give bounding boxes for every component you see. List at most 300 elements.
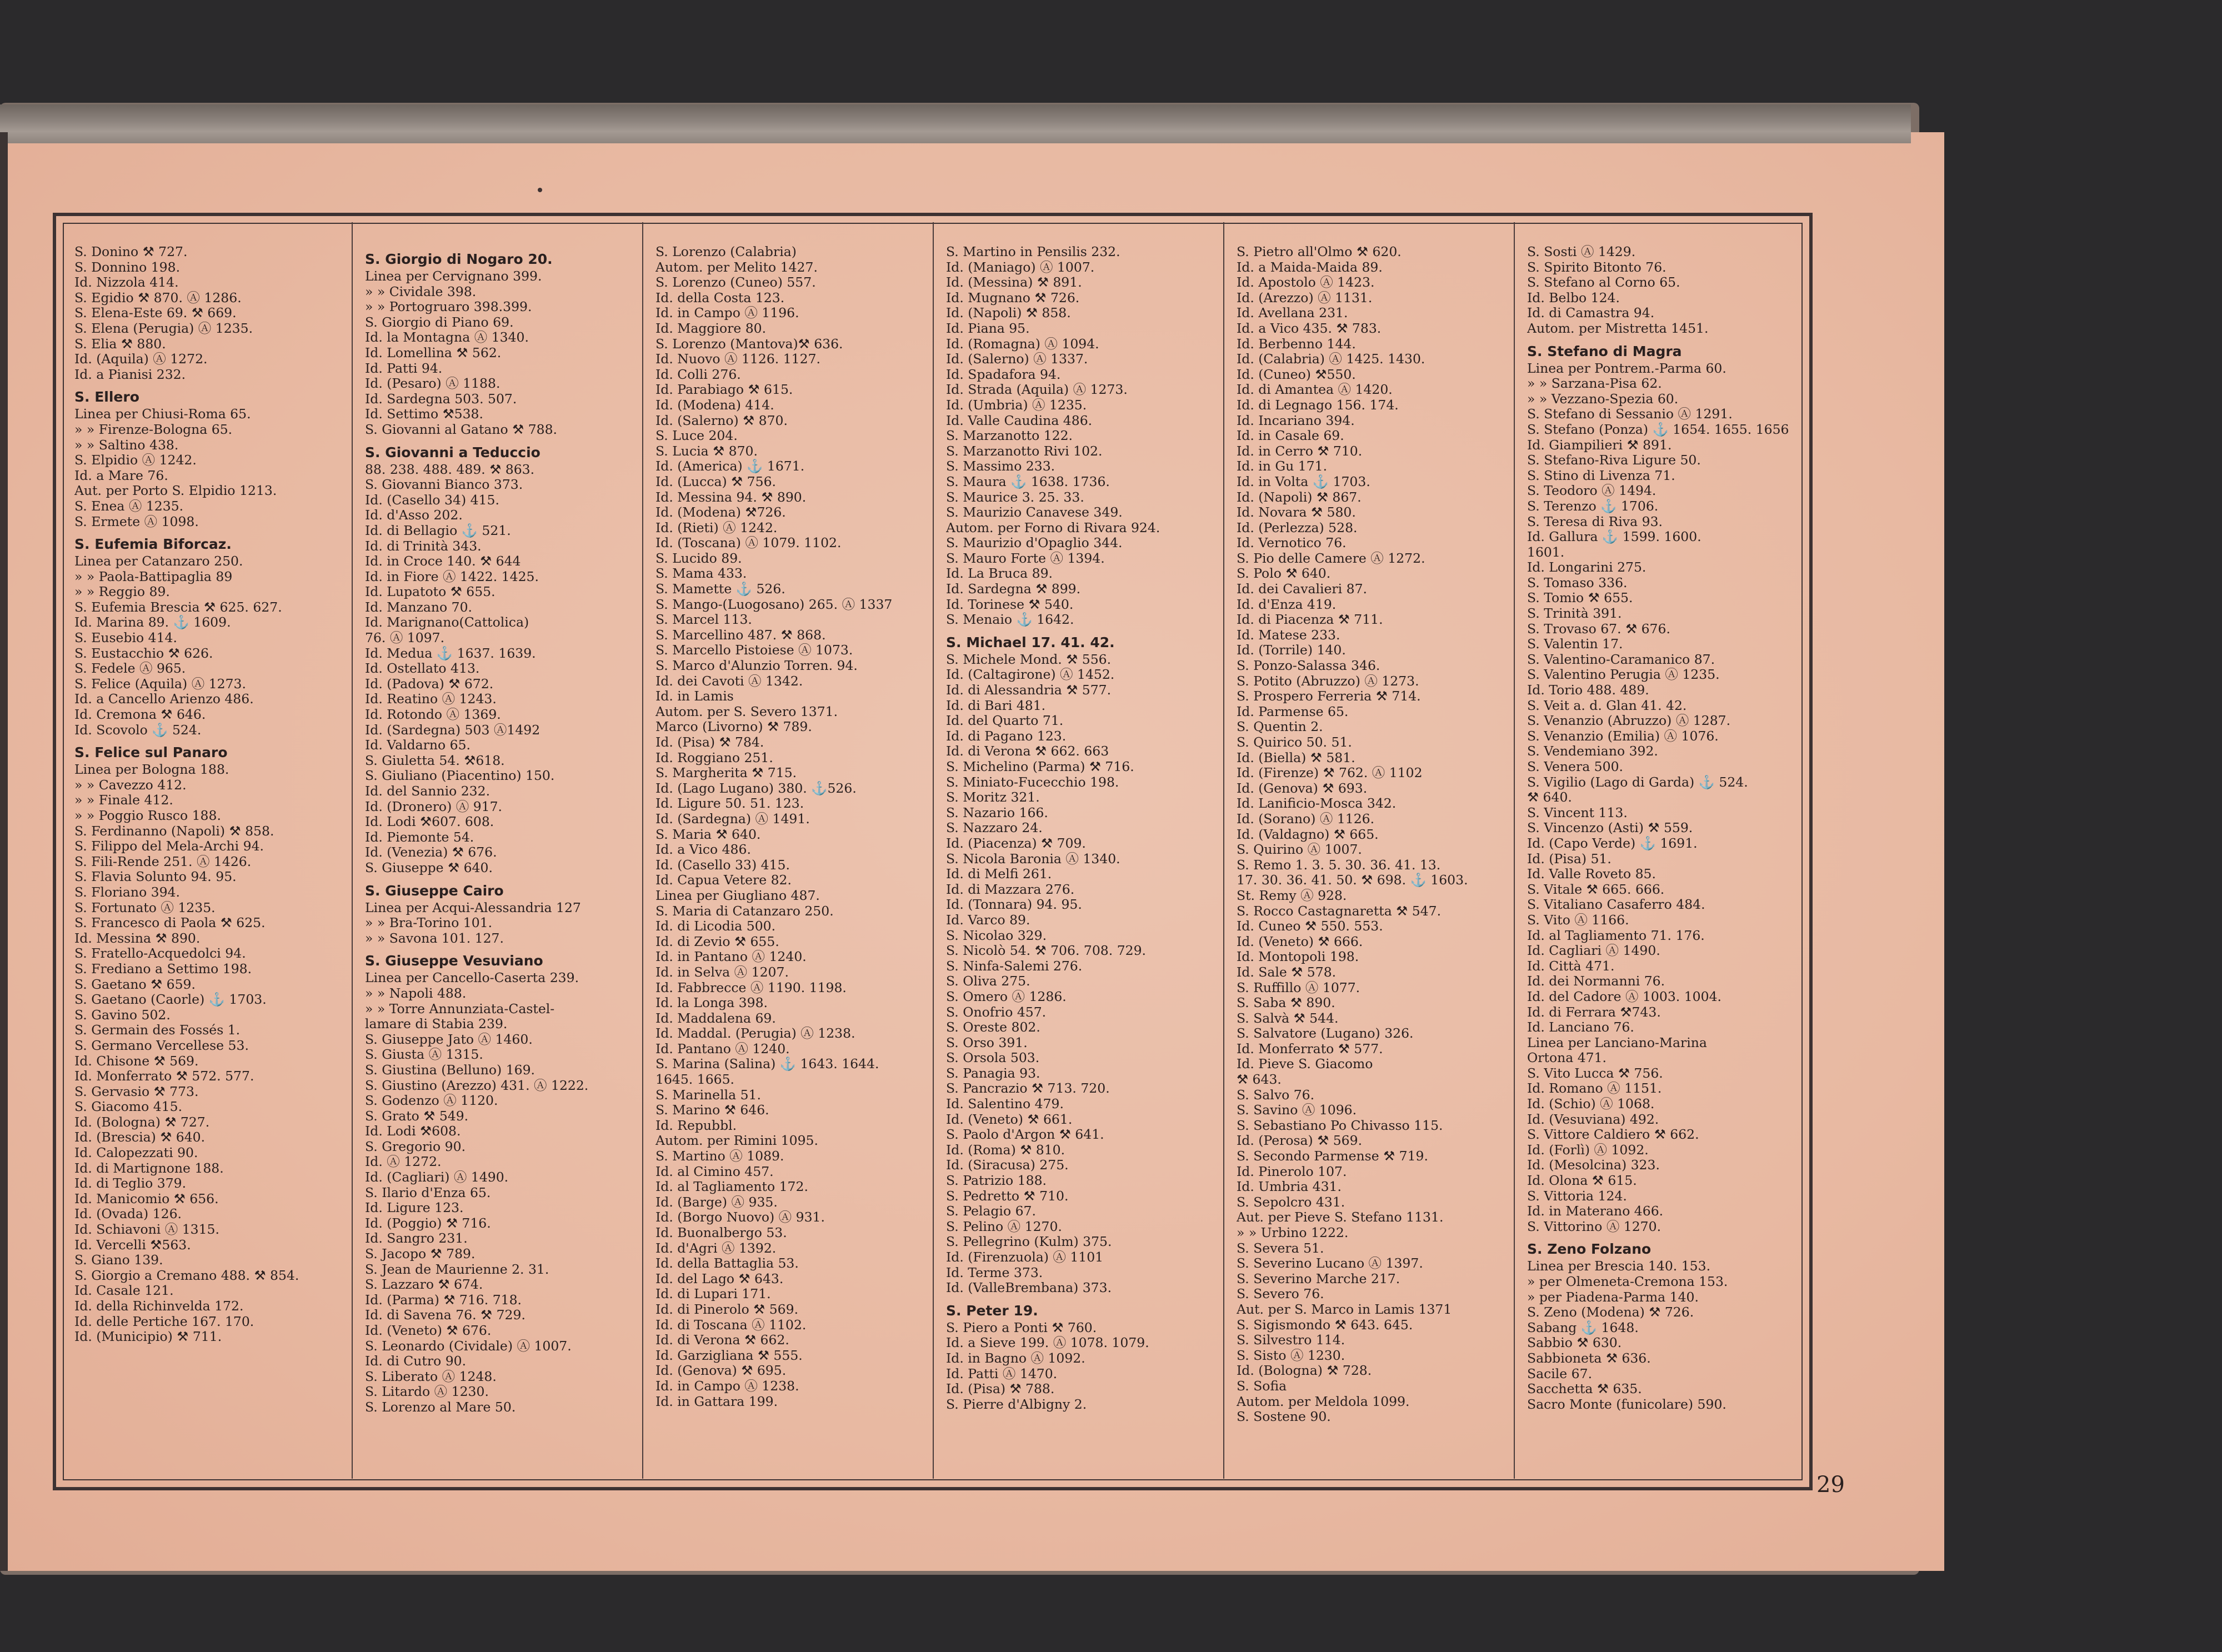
- index-entry: Id. del Quarto 71.: [946, 713, 1064, 729]
- index-entry: Id. Strada (Aquila) Ⓐ 1273.: [946, 382, 1128, 398]
- index-entry: Id. in Campo Ⓐ 1238.: [655, 1378, 799, 1394]
- index-entry: S. Giustino (Arezzo) 431. Ⓐ 1222.: [365, 1078, 589, 1093]
- index-entry: S. Jacopo ⚒ 789.: [365, 1246, 476, 1262]
- index-entry: S. Germano Vercellese 53.: [74, 1038, 249, 1053]
- index-entry: S. Liberato Ⓐ 1248.: [365, 1369, 497, 1384]
- index-entry: Linea per Lanciano-Marina: [1527, 1035, 1707, 1050]
- index-entry: Id. Cuneo ⚒ 550. 553.: [1237, 919, 1383, 934]
- index-entry: S. Lorenzo (Cuneo) 557.: [655, 275, 816, 291]
- index-entry: S. Massimo 233.: [946, 459, 1055, 474]
- index-entry: Id. Garzigliana ⚒ 555.: [655, 1348, 803, 1363]
- index-entry: Sabang ⚓ 1648.: [1527, 1320, 1639, 1335]
- index-entry: Id. di Zevio ⚒ 655.: [655, 934, 779, 949]
- index-entry: S. Secondo Parmense ⚒ 719.: [1237, 1149, 1428, 1164]
- index-entry: Id. di Legnago 156. 174.: [1237, 397, 1399, 413]
- index-entry: Id. Giampilieri ⚒ 891.: [1527, 437, 1672, 453]
- index-entry: S. Orsola 503.: [946, 1050, 1040, 1066]
- index-entry: 88. 238. 488. 489. ⚒ 863.: [365, 462, 535, 477]
- index-heading: S. Giorgio di Nogaro 20.: [365, 251, 553, 267]
- index-entry: 76. Ⓐ 1097.: [365, 630, 445, 646]
- index-entry: Id. Piemonte 54.: [365, 829, 474, 845]
- index-entry: S. Luce 204.: [655, 428, 738, 444]
- index-entry: Id. del Sannio 232.: [365, 784, 491, 799]
- index-entry: S. Stefano al Corno 65.: [1527, 275, 1680, 291]
- index-entry: Id. Colli 276.: [655, 367, 741, 382]
- index-entry: Autom. per Rimini 1095.: [655, 1133, 818, 1149]
- index-entry: Id. Reatino Ⓐ 1243.: [365, 692, 497, 707]
- index-entry: » » Vezzano-Spezia 60.: [1527, 391, 1679, 407]
- index-entry: Id. Capua Vetere 82.: [655, 873, 792, 888]
- index-entry: S. Trovaso 67. ⚒ 676.: [1527, 621, 1670, 637]
- index-entry: » » Reggio 89.: [74, 584, 170, 600]
- index-entry: Id. (Perlezza) 528.: [1237, 520, 1358, 535]
- index-entry: S. Menaio ⚓ 1642.: [946, 612, 1074, 628]
- index-entry: S. Eusebio 414.: [74, 630, 177, 646]
- index-entry: Id. (Lucca) ⚒ 756.: [655, 474, 777, 489]
- index-entry: Id. di Pinerolo ⚒ 569.: [655, 1301, 799, 1317]
- index-entry: S. Donino ⚒ 727.: [74, 244, 188, 259]
- index-entry: Id. Calopezzati 90.: [74, 1145, 198, 1161]
- index-entry: S. Fortunato Ⓐ 1235.: [74, 900, 216, 915]
- index-entry: S. Sigismondo ⚒ 643. 645.: [1237, 1317, 1413, 1333]
- index-entry: S. Nicolò 54. ⚒ 706. 708. 729.: [946, 943, 1147, 959]
- index-entry: S. Egidio ⚒ 870. Ⓐ 1286.: [74, 290, 242, 306]
- index-entry: S. Ruffillo Ⓐ 1077.: [1237, 980, 1360, 995]
- print-dot: [538, 188, 542, 192]
- index-entry: Id. Casale 121.: [74, 1283, 174, 1299]
- index-entry: » » Torre Annunziata-Castel-: [365, 1001, 555, 1017]
- index-entry: S. Quentin 2.: [1237, 719, 1323, 735]
- index-entry: S. Eufemia Brescia ⚒ 625. 627.: [74, 599, 282, 615]
- index-entry: lamare di Stabia 239.: [365, 1017, 508, 1032]
- index-entry: S. Giacomo 415.: [74, 1099, 183, 1115]
- index-entry: Aut. per S. Marco in Lamis 1371: [1237, 1301, 1452, 1317]
- index-entry: S. Lorenzo al Mare 50.: [365, 1399, 516, 1415]
- index-entry: 1645. 1665.: [655, 1072, 735, 1088]
- index-entry: » » Saltino 438.: [74, 437, 179, 453]
- index-entry: S. Ponzo-Salassa 346.: [1237, 658, 1380, 674]
- index-entry: S. Giuseppe Jato Ⓐ 1460.: [365, 1032, 533, 1047]
- index-entry: S. Mauro Forte Ⓐ 1394.: [946, 550, 1105, 566]
- index-entry: S. Eustacchio ⚒ 626.: [74, 645, 213, 661]
- index-entry: S. Marinella 51.: [655, 1087, 761, 1103]
- index-entry: S. Salvà ⚒ 544.: [1237, 1010, 1339, 1026]
- index-entry: Autom. per Melito 1427.: [655, 259, 818, 275]
- index-entry: S. Vittorino Ⓐ 1270.: [1527, 1219, 1662, 1234]
- index-entry: Id. in Bagno Ⓐ 1092.: [946, 1350, 1085, 1366]
- index-entry: S. Valentino Perugia Ⓐ 1235.: [1527, 667, 1720, 683]
- index-entry: Id. Novara ⚒ 580.: [1237, 505, 1356, 520]
- index-entry: Id. (Modena) 414.: [655, 397, 774, 413]
- index-entry: Id. (Piacenza) ⚒ 709.: [946, 835, 1086, 851]
- index-entry: Autom. per S. Severo 1371.: [655, 704, 838, 719]
- index-entry: Id. (ValleBrembana) 373.: [946, 1280, 1112, 1296]
- index-entry: Id. Patti 94.: [365, 361, 443, 376]
- index-entry: S. Marcello Pistoiese Ⓐ 1073.: [655, 643, 853, 658]
- index-entry: S. Patrizio 188.: [946, 1173, 1047, 1189]
- index-entry: Id. (Napoli) ⚒ 867.: [1237, 489, 1362, 505]
- index-entry: S. Salvo 76.: [1237, 1087, 1315, 1103]
- index-entry: Id. (Perosa) ⚒ 569.: [1237, 1133, 1363, 1149]
- index-entry: Id. Lomellina ⚒ 562.: [365, 345, 502, 361]
- index-entry: Id. dei Cavoti Ⓐ 1342.: [655, 673, 803, 689]
- index-entry: S. Gaetano (Caorle) ⚓ 1703.: [74, 992, 267, 1008]
- index-entry: Id. al Tagliamento 71. 176.: [1527, 928, 1705, 943]
- index-entry: Id. (Poggio) ⚒ 716.: [365, 1215, 491, 1231]
- index-entry: Id. (Mesolcina) 323.: [1527, 1158, 1660, 1173]
- index-entry: Linea per Cancello-Caserta 239.: [365, 970, 579, 986]
- index-entry: Id. Valdarno 65.: [365, 738, 471, 753]
- index-entry: Id. Parmense 65.: [1237, 704, 1349, 719]
- index-entry: S. Sostene 90.: [1237, 1409, 1331, 1425]
- index-entry: S. Stino di Livenza 71.: [1527, 468, 1675, 483]
- index-entry: S. Sepolcro 431.: [1237, 1194, 1345, 1210]
- index-entry: S. Filippo del Mela-Archi 94.: [74, 839, 264, 854]
- index-entry: Id. a Sieve 199. Ⓐ 1078. 1079.: [946, 1335, 1149, 1351]
- index-entry: Id. Longarini 275.: [1527, 560, 1647, 575]
- index-entry: S. Frediano a Settimo 198.: [74, 961, 252, 977]
- index-entry: S. Severino Lucano Ⓐ 1397.: [1237, 1256, 1423, 1271]
- index-entry: S. Maura ⚓ 1638. 1736.: [946, 474, 1110, 489]
- index-entry: S. Saba ⚒ 890.: [1237, 995, 1335, 1011]
- index-entry: S. Fili-Rende 251. Ⓐ 1426.: [74, 854, 252, 869]
- index-entry: S. Maurizio d'Opaglio 344.: [946, 535, 1123, 551]
- index-entry: Id. Nuovo Ⓐ 1126. 1127.: [655, 352, 820, 367]
- index-entry: Id. Pinerolo 107.: [1237, 1164, 1347, 1179]
- index-entry: S. Vitaliano Casaferro 484.: [1527, 897, 1705, 913]
- index-entry: Id. Repubbl.: [655, 1118, 737, 1133]
- index-entry: Id. (Pisa) ⚒ 784.: [655, 735, 764, 750]
- index-entry: S. Omero Ⓐ 1286.: [946, 989, 1067, 1004]
- index-entry: Id. di Verona ⚒ 662.: [655, 1333, 789, 1348]
- index-entry: Id. (Sardegna) Ⓐ 1491.: [655, 811, 810, 827]
- index-entry: Linea per Giugliano 487.: [655, 888, 820, 903]
- index-entry: S. Pio delle Camere Ⓐ 1272.: [1237, 550, 1425, 566]
- index-entry: S. Nazario 166.: [946, 805, 1048, 820]
- index-entry: Id. (Genova) ⚒ 695.: [655, 1363, 787, 1379]
- index-entry: Id. dei Cavalieri 87.: [1237, 582, 1368, 597]
- index-heading: S. Michael 17. 41. 42.: [946, 634, 1115, 650]
- index-entry: S. Sofia: [1237, 1378, 1287, 1394]
- index-entry: Id. (Dronero) Ⓐ 917.: [365, 799, 503, 814]
- index-entry: Id. Pieve S. Giacomo: [1237, 1057, 1373, 1072]
- index-entry: Aut. per Pieve S. Stefano 1131.: [1237, 1210, 1444, 1225]
- index-entry: Id. Marignano(Cattolica): [365, 615, 529, 630]
- index-entry: Id. in Croce 140. ⚒ 644: [365, 554, 521, 569]
- index-entry: Sabbioneta ⚒ 636.: [1527, 1350, 1651, 1366]
- page-number: 29: [1816, 1472, 1845, 1498]
- index-entry: S. Piero a Ponti ⚒ 760.: [946, 1320, 1097, 1335]
- index-entry: Linea per Pontrem.-Parma 60.: [1527, 361, 1726, 376]
- index-entry: S. Leonardo (Cividale) Ⓐ 1007.: [365, 1338, 572, 1354]
- index-entry: Autom. per Meldola 1099.: [1237, 1394, 1410, 1409]
- index-entry: Id. (Napoli) ⚒ 858.: [946, 306, 1071, 321]
- index-entry: Id. a Maida-Maida 89.: [1237, 259, 1383, 275]
- index-entry: S. Floriano 394.: [74, 884, 181, 900]
- index-entry: S. Trinità 391.: [1527, 606, 1622, 622]
- index-entry: Id. Mugnano ⚒ 726.: [946, 290, 1080, 306]
- index-entry: S. Severo 76.: [1237, 1286, 1324, 1302]
- index-entry: Id. (Forlì) Ⓐ 1092.: [1527, 1142, 1649, 1158]
- index-entry: S. Elpidio Ⓐ 1242.: [74, 453, 197, 468]
- index-entry: Id. Lanciano 76.: [1527, 1020, 1634, 1035]
- index-entry: S. Godenzo Ⓐ 1120.: [365, 1093, 498, 1109]
- index-entry: S. Marco d'Alunzio Torren. 94.: [655, 658, 858, 674]
- index-entry: Id. d'Agri Ⓐ 1392.: [655, 1240, 777, 1256]
- index-entry: S. Sebastiano Po Chivasso 115.: [1237, 1118, 1443, 1133]
- index-entry: Id. (Sorano) Ⓐ 1126.: [1237, 811, 1375, 827]
- index-entry: Id. (Parma) ⚒ 716. 718.: [365, 1292, 522, 1308]
- index-entry: S. Valentin 17.: [1527, 637, 1623, 652]
- index-entry: Id. (Maniago) Ⓐ 1007.: [946, 259, 1095, 275]
- index-entry: S. Elena-Este 69. ⚒ 669.: [74, 306, 237, 321]
- index-entry: S. Vittoria 124.: [1527, 1188, 1627, 1204]
- index-entry: Id. Ligure 50. 51. 123.: [655, 796, 804, 812]
- index-entry: S. Giorgio di Piano 69.: [365, 314, 514, 330]
- index-entry: » » Sarzana-Pisa 62.: [1527, 376, 1662, 392]
- index-entry: S. Rocco Castagnaretta ⚒ 547.: [1237, 903, 1442, 919]
- index-entry: Id. (Veneto) ⚒ 666.: [1237, 934, 1363, 949]
- index-entry: » » Paola-Battipaglia 89: [74, 569, 233, 584]
- index-entry: S. Quirico 50. 51.: [1237, 735, 1352, 750]
- index-entry: Id. Romano Ⓐ 1151.: [1527, 1081, 1662, 1097]
- index-column-1: [62, 222, 352, 1479]
- index-column-4: [933, 222, 1223, 1479]
- index-entry: S. Martino Ⓐ 1089.: [655, 1149, 784, 1164]
- index-entry: S. Tomio ⚒ 655.: [1527, 590, 1633, 606]
- index-entry: Id. (Ovada) 126.: [74, 1207, 182, 1222]
- index-entry: Id. di Trinità 343.: [365, 538, 482, 554]
- index-entry: S. Ilario d'Enza 65.: [365, 1185, 491, 1200]
- index-entry: Id. in Lamis: [655, 689, 734, 704]
- index-entry: Id. al Tagliamento 172.: [655, 1179, 808, 1195]
- index-entry: S. Nicolao 329.: [946, 928, 1047, 943]
- index-entry: Id. (Schio) Ⓐ 1068.: [1527, 1097, 1655, 1112]
- index-entry: Id. (Pisa) 51.: [1527, 851, 1612, 867]
- index-entry: Id. Roggiano 251.: [655, 750, 773, 765]
- index-entry: Id. in Gattara 199.: [655, 1394, 778, 1409]
- index-entry: S. Gervasio ⚒ 773.: [74, 1084, 199, 1099]
- index-entry: S. Germain des Fossés 1.: [74, 1023, 241, 1038]
- index-entry: S. Quirino Ⓐ 1007.: [1237, 842, 1362, 858]
- index-columns: [62, 222, 1804, 1479]
- index-entry: Id. (Casello 33) 415.: [655, 857, 790, 873]
- index-entry: Id. Berbenno 144.: [1237, 336, 1356, 352]
- index-entry: S. Donnino 198.: [74, 259, 181, 275]
- index-entry: Id. Pantano Ⓐ 1240.: [655, 1041, 790, 1057]
- index-entry: S. Elia ⚒ 880.: [74, 336, 166, 352]
- index-entry: S. Pancrazio ⚒ 713. 720.: [946, 1081, 1110, 1097]
- index-entry: Id. di Mazzara 276.: [946, 882, 1075, 897]
- index-entry: Id. Schiavoni Ⓐ 1315.: [74, 1222, 219, 1238]
- index-entry: S. Flavia Solunto 94. 95.: [74, 869, 237, 885]
- index-entry: S. Teresa di Riva 93.: [1527, 514, 1663, 529]
- index-entry: Linea per Acqui-Alessandria 127: [365, 900, 581, 915]
- index-heading: S. Eufemia Biforcaz.: [74, 536, 232, 553]
- index-entry: S. Severa 51.: [1237, 1240, 1324, 1256]
- index-entry: Id. Avellana 231.: [1237, 306, 1348, 321]
- index-entry: Id. Valle Caudina 486.: [946, 413, 1093, 428]
- index-entry: Id. (Messina) ⚒ 891.: [946, 275, 1082, 291]
- index-entry: S. Giuliano (Piacentino) 150.: [365, 768, 555, 784]
- index-entry: S. Pelino Ⓐ 1270.: [946, 1219, 1062, 1234]
- index-entry: S. Lorenzo (Calabria): [655, 244, 797, 259]
- index-entry: Id. Medua ⚓ 1637. 1639.: [365, 645, 536, 661]
- index-entry: Id. a Vico 486.: [655, 842, 751, 858]
- index-entry: Id. Fabbrecce Ⓐ 1190. 1198.: [655, 980, 847, 995]
- index-entry: S. Oreste 802.: [946, 1020, 1040, 1035]
- index-entry: Id. Sale ⚒ 578.: [1237, 964, 1337, 980]
- index-entry: » per Piadena-Parma 140.: [1527, 1289, 1699, 1305]
- page-top-edge: [0, 104, 1911, 143]
- index-entry: Id. Sardegna 503. 507.: [365, 391, 517, 407]
- index-entry: S. Teodoro Ⓐ 1494.: [1527, 483, 1657, 499]
- index-entry: Id. in Volta ⚓ 1703.: [1237, 474, 1370, 489]
- index-entry: Id. del Lago ⚒ 643.: [655, 1271, 784, 1286]
- index-entry: Linea per Bologna 188.: [74, 762, 229, 778]
- index-entry: Id. (Municipio) ⚒ 711.: [74, 1329, 222, 1345]
- index-entry: Id. di Toscana Ⓐ 1102.: [655, 1317, 807, 1333]
- index-entry: » per Olmeneta-Cremona 153.: [1527, 1274, 1728, 1289]
- index-entry: S. Oliva 275.: [946, 974, 1030, 989]
- index-entry: S. Vigilio (Lago di Garda) ⚓ 524.: [1527, 774, 1748, 790]
- index-entry: S. Maria di Catanzaro 250.: [655, 903, 834, 919]
- index-entry: Id. in Materano 466.: [1527, 1204, 1664, 1219]
- index-entry: Id. (Umbria) Ⓐ 1235.: [946, 397, 1087, 413]
- index-entry: St. Remy Ⓐ 928.: [1237, 888, 1347, 903]
- index-entry: S. Venanzio (Emilia) Ⓐ 1076.: [1527, 728, 1719, 744]
- index-entry: Id. di Piacenza ⚒ 711.: [1237, 612, 1383, 628]
- index-entry: Id. Manicomio ⚒ 656.: [74, 1191, 219, 1207]
- index-entry: S. Giano 139.: [74, 1253, 163, 1268]
- index-entry: Id. Vercelli ⚒563.: [74, 1237, 191, 1253]
- index-entry: S. Vittore Caldiero ⚒ 662.: [1527, 1127, 1699, 1143]
- index-entry: Id. di Ferrara ⚒743.: [1527, 1004, 1661, 1020]
- index-entry: Aut. per Porto S. Elpidio 1213.: [74, 483, 277, 499]
- index-entry: S. Nicola Baronia Ⓐ 1340.: [946, 851, 1120, 867]
- index-entry: S. Paolo d'Argon ⚒ 641.: [946, 1127, 1104, 1143]
- index-entry: Id. Città 471.: [1527, 958, 1615, 974]
- index-entry: Id. Varco 89.: [946, 912, 1030, 928]
- index-entry: Id. (Aquila) Ⓐ 1272.: [74, 352, 208, 367]
- index-entry: S. Mango-(Luogosano) 265. Ⓐ 1337: [655, 597, 893, 612]
- index-column-3: [642, 222, 933, 1479]
- index-entry: S. Sosti Ⓐ 1429.: [1527, 244, 1636, 259]
- index-entry: Sacro Monte (funicolare) 590.: [1527, 1396, 1726, 1412]
- index-entry: Id. (Firenzuola) Ⓐ 1101: [946, 1250, 1104, 1265]
- index-entry: Id. (Roma) ⚒ 810.: [946, 1142, 1065, 1158]
- index-entry: Id. la Montagna Ⓐ 1340.: [365, 330, 529, 346]
- index-entry: S. Silvestro 114.: [1237, 1333, 1345, 1348]
- index-entry: Id. Torio 488. 489.: [1527, 683, 1649, 698]
- index-entry: Id. Patti Ⓐ 1470.: [946, 1366, 1058, 1381]
- index-entry: Id. di Licodia 500.: [655, 919, 776, 934]
- index-entry: Id. di Bellagio ⚓ 521.: [365, 523, 511, 538]
- index-entry: Id. Lodi ⚒607. 608.: [365, 814, 494, 830]
- index-entry: Id. Messina 94. ⚒ 890.: [655, 489, 807, 505]
- index-entry: S. Venera 500.: [1527, 759, 1624, 774]
- index-entry: S. Pellegrino (Kulm) 375.: [946, 1234, 1112, 1250]
- index-entry: Id. (Salerno) ⚒ 870.: [655, 413, 788, 428]
- index-entry: Id. Manzano 70.: [365, 599, 472, 615]
- index-entry: S. Tomaso 336.: [1527, 575, 1628, 590]
- index-entry: Id. (Genova) ⚒ 693.: [1237, 780, 1368, 796]
- index-entry: Id. (Cagliari) Ⓐ 1490.: [365, 1170, 509, 1185]
- index-entry: S. Felice (Aquila) Ⓐ 1273.: [74, 676, 246, 692]
- index-entry: Id. Lodi ⚒608.: [365, 1124, 461, 1139]
- index-entry: S. Remo 1. 3. 5. 30. 36. 41. 13.: [1237, 857, 1441, 873]
- index-entry: S. Fratello-Acquedolci 94.: [74, 946, 246, 962]
- index-entry: S. Gregorio 90.: [365, 1139, 466, 1154]
- index-entry: S. Enea Ⓐ 1235.: [74, 498, 184, 514]
- index-entry: Id. a Cancello Arienzo 486.: [74, 692, 254, 707]
- index-entry: Id. di Amantea Ⓐ 1420.: [1237, 382, 1393, 398]
- index-entry: Id. Chisone ⚒ 569.: [74, 1053, 199, 1069]
- index-entry: S. Pierre d'Albigny 2.: [946, 1396, 1087, 1412]
- index-entry: Id. di Savena 76. ⚒ 729.: [365, 1308, 526, 1323]
- index-entry: Id. d'Enza 419.: [1237, 597, 1337, 612]
- index-entry: S. Zeno (Modena) ⚒ 726.: [1527, 1305, 1694, 1320]
- index-entry: Id. (Romagna) Ⓐ 1094.: [946, 336, 1099, 352]
- index-entry: S. Stefano (Ponza) ⚓ 1654. 1655. 1656: [1527, 422, 1789, 437]
- index-entry: Id. Monferrato ⚒ 572. 577.: [74, 1069, 254, 1084]
- index-entry: S. Marzanotto Rivi 102.: [946, 443, 1103, 459]
- index-entry: Id. di Teglio 379.: [74, 1176, 187, 1192]
- index-entry: Id. in Casale 69.: [1237, 428, 1344, 444]
- index-entry: S. Marino ⚒ 646.: [655, 1103, 769, 1118]
- index-entry: Id. (Sardegna) 503 Ⓐ1492: [365, 722, 541, 738]
- index-entry: Id. in Gu 171.: [1237, 459, 1328, 474]
- index-entry: Id. a Vico 435. ⚒ 783.: [1237, 321, 1382, 336]
- index-entry: Autom. per Mistretta 1451.: [1527, 321, 1709, 336]
- index-entry: S. Stefano-Riva Ligure 50.: [1527, 453, 1701, 468]
- index-entry: S. Margherita ⚒ 715.: [655, 765, 797, 781]
- index-entry: Linea per Brescia 140. 153.: [1527, 1259, 1711, 1274]
- index-entry: Id. (Venezia) ⚒ 676.: [365, 845, 497, 860]
- index-entry: Id. Apostolo Ⓐ 1423.: [1237, 275, 1375, 291]
- index-entry: Id. Ligure 123.: [365, 1200, 464, 1216]
- index-entry: Id. Marina 89. ⚓ 1609.: [74, 615, 231, 630]
- index-entry: 1601.: [1527, 544, 1565, 560]
- index-entry: Id. Incariano 394.: [1237, 413, 1355, 428]
- index-entry: Id. La Bruca 89.: [946, 566, 1053, 582]
- index-entry: Linea per Catanzaro 250.: [74, 554, 243, 569]
- index-entry: Id. (Brescia) ⚒ 640.: [74, 1130, 206, 1145]
- index-entry: S. Ermete Ⓐ 1098.: [74, 514, 199, 529]
- index-heading: S. Zeno Folzano: [1527, 1241, 1652, 1258]
- index-entry: S. Vendemiano 392.: [1527, 744, 1658, 759]
- index-entry: Id. Piana 95.: [946, 321, 1030, 336]
- index-entry: Id. di Bari 481.: [946, 698, 1046, 713]
- index-entry: Id. (Biella) ⚒ 581.: [1237, 750, 1355, 765]
- index-entry: Id. Matese 233.: [1237, 627, 1340, 643]
- index-entry: Id. di Alessandria ⚒ 577.: [946, 683, 1112, 698]
- index-entry: S. Giorgio a Cremano 488. ⚒ 854.: [74, 1268, 299, 1283]
- index-entry: Id. (Rieti) Ⓐ 1242.: [655, 520, 778, 535]
- index-heading: S. Giuseppe Cairo: [365, 882, 504, 899]
- index-entry: S. Ninfa-Salemi 276.: [946, 958, 1083, 974]
- index-entry: S. Orso 391.: [946, 1035, 1028, 1050]
- index-entry: Id. in Cerro ⚒ 710.: [1237, 443, 1363, 459]
- index-entry: » » Firenze-Bologna 65.: [74, 422, 233, 437]
- index-entry: Id. (Bologna) ⚒ 727.: [74, 1114, 210, 1130]
- index-entry: Id. Settimo ⚒538.: [365, 407, 483, 422]
- index-entry: S. Lucia ⚒ 870.: [655, 443, 758, 459]
- index-entry: Id. Cremona ⚒ 646.: [74, 707, 206, 723]
- index-entry: Id. in Pantano Ⓐ 1240.: [655, 949, 807, 965]
- index-entry: Id. Valle Roveto 85.: [1527, 867, 1656, 882]
- index-entry: Id. in Fiore Ⓐ 1422. 1425.: [365, 569, 539, 584]
